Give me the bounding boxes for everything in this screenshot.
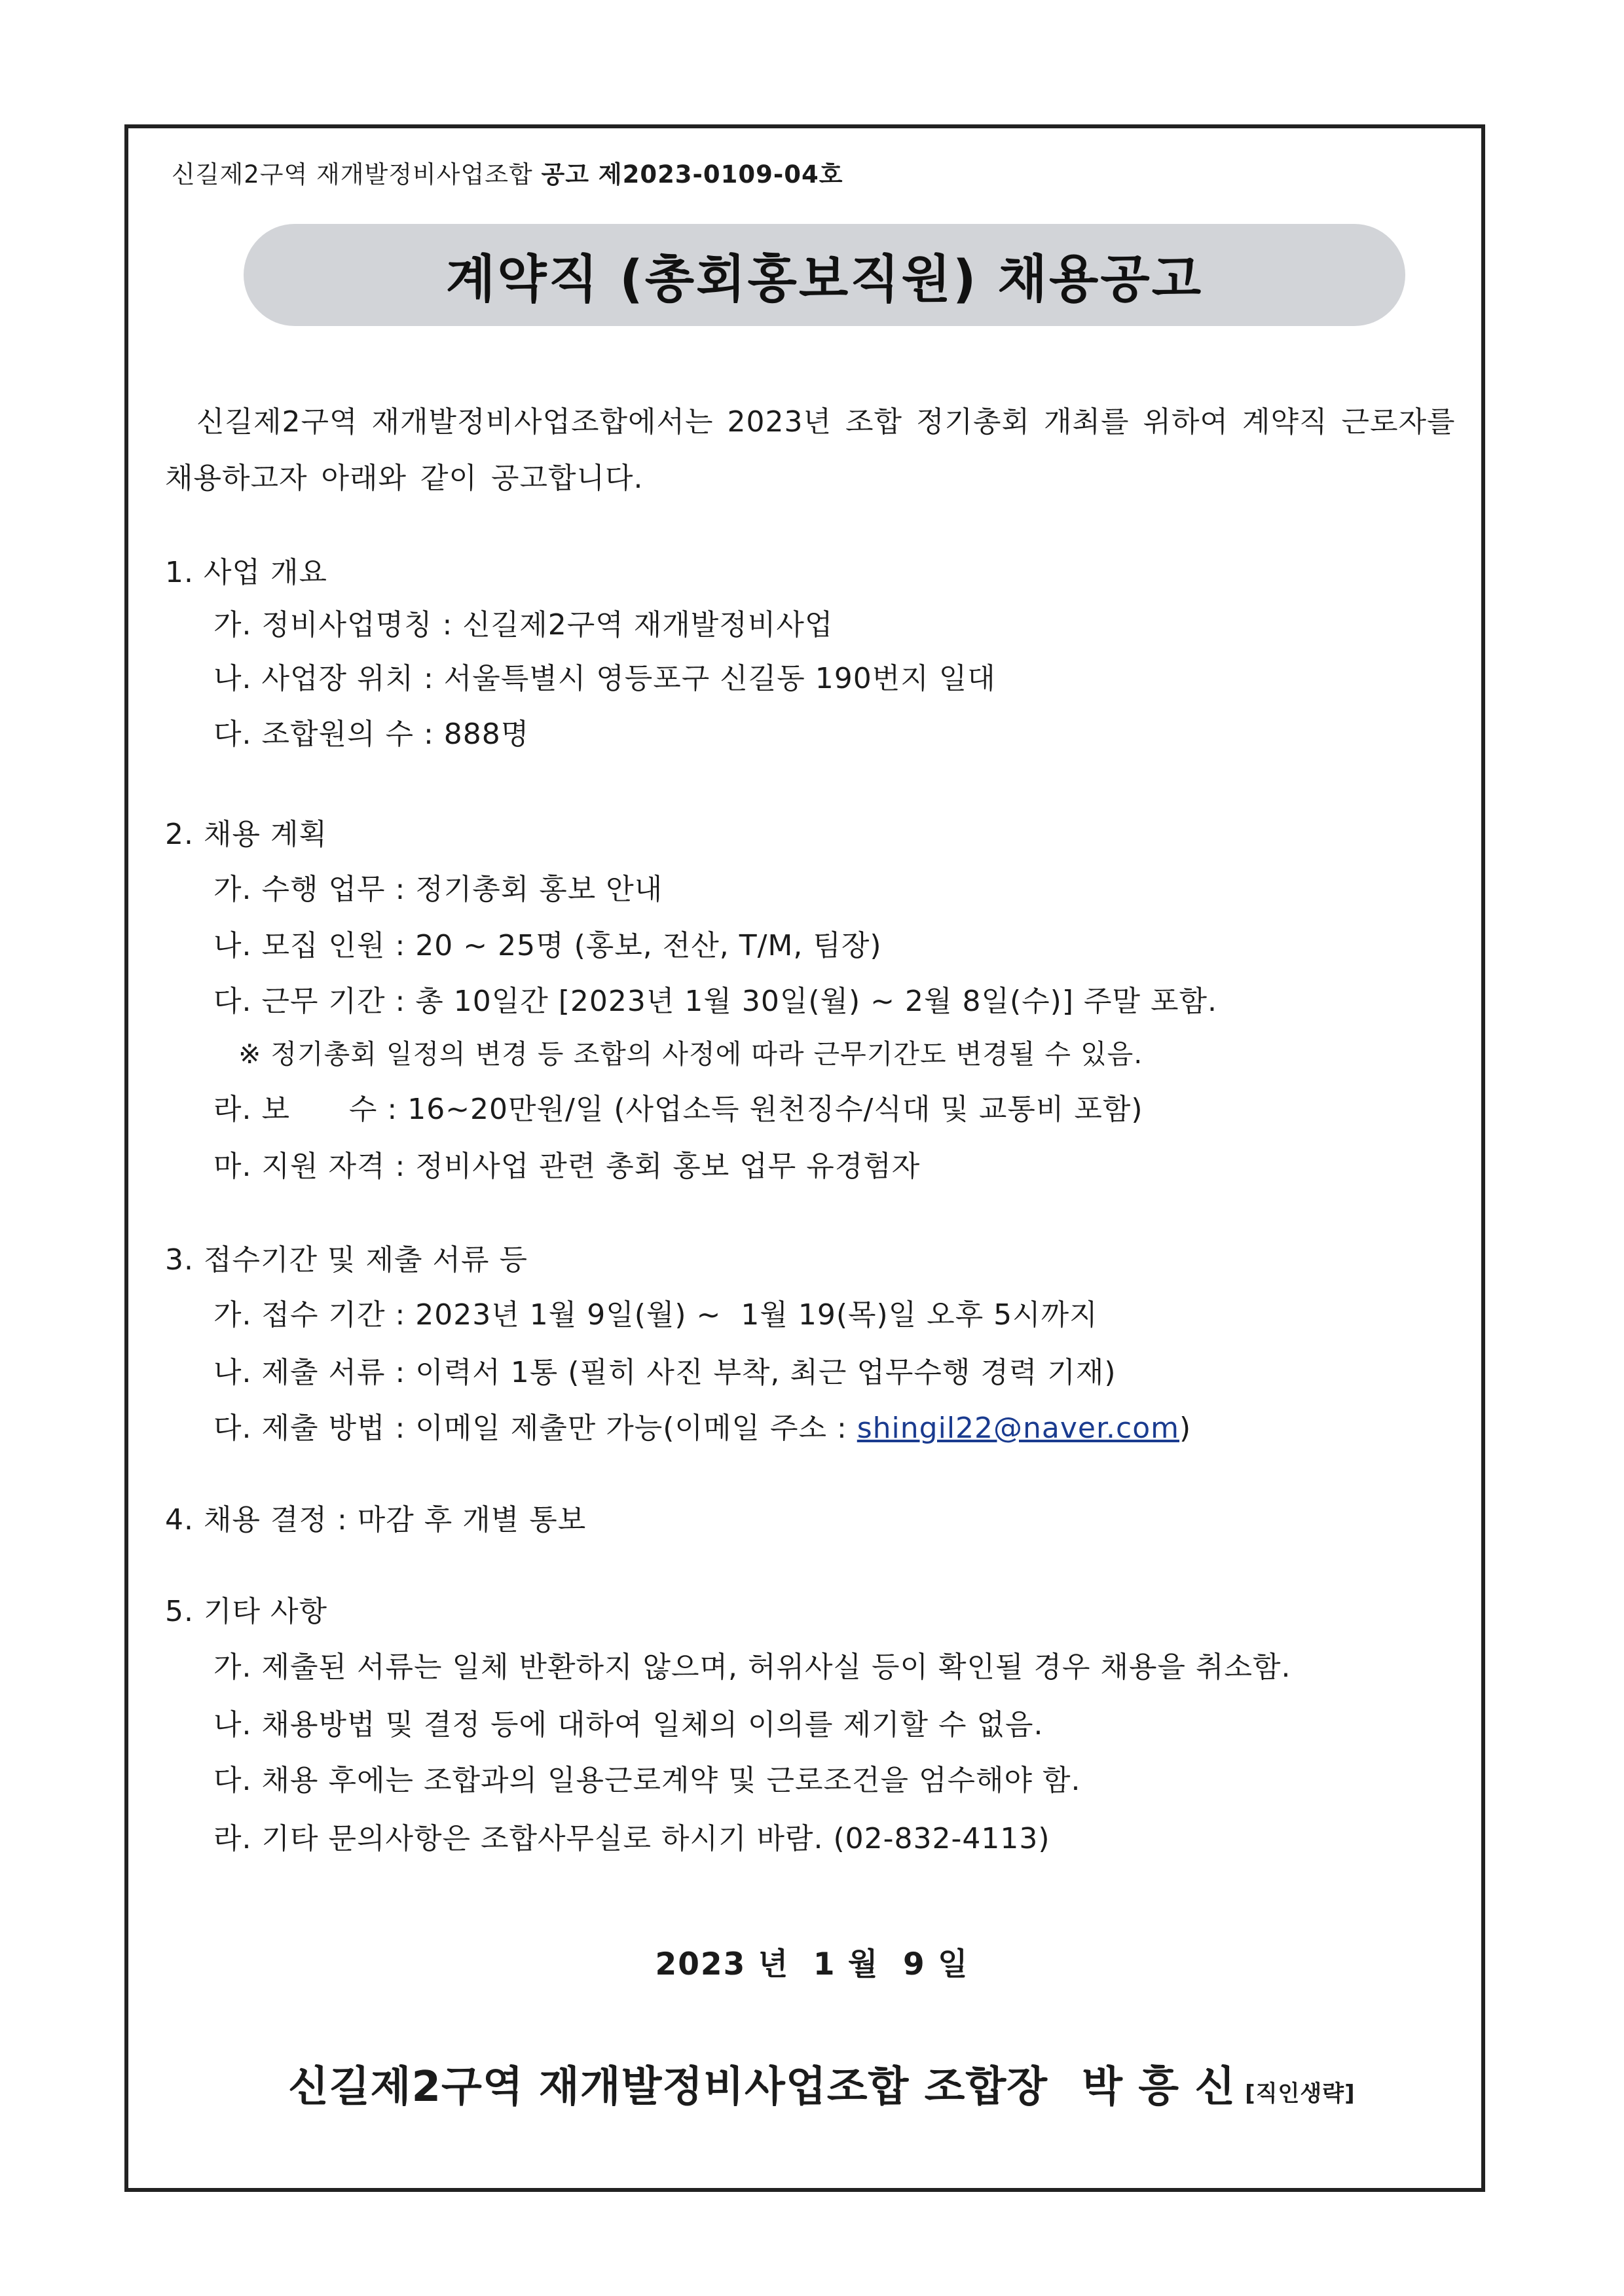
list-item: 다. 채용 후에는 조합과의 일용근로계약 및 근로조건을 엄수해야 함. <box>213 1764 1081 1797</box>
title-banner <box>244 224 1405 326</box>
list-item: 다. 근무 기간 : 총 10일간 [2023년 1월 30일(월) ~ 2월 8일(수)] 주말 포함. <box>213 985 1217 1018</box>
list-item: 나. 사업장 위치 : 서울특별시 영등포구 신길동 190번지 일대 <box>213 662 996 695</box>
list-item: 다. 조합원의 수 : 888명 <box>213 718 530 751</box>
notice-code: 공고 제2023-0109-04호 <box>541 160 843 189</box>
signature-name: 박 흥 신 <box>1082 2063 1236 2111</box>
list-item: 가. 수행 업무 : 정기총회 홍보 안내 <box>213 873 663 906</box>
section-heading-5: 5. 기타 사항 <box>165 1595 327 1628</box>
email-link[interactable]: shingil22@naver.com <box>857 1412 1180 1445</box>
section-heading-2: 2. 채용 계획 <box>165 818 327 851</box>
list-item: 나. 제출 서류 : 이력서 1통 (필히 사진 부착, 최근 업무수행 경력 기재) <box>213 1356 1116 1389</box>
intro-paragraph: 신길제2구역 재개발정비사업조합에서는 2023년 조합 정기총회 개최를 위하여 계약직 근로자를 채용하고자 아래와 같이 공고합니다. <box>165 405 1456 495</box>
list-item: 가. 정비사업명칭 : 신길제2구역 재개발정비사업 <box>213 608 834 642</box>
seal-omitted-note: [직인생략] <box>1245 2081 1356 2107</box>
method-text: 다. 제출 방법 : 이메일 제출만 가능(이메일 주소 : <box>213 1412 857 1445</box>
list-item: 나. 채용방법 및 결정 등에 대하여 일체의 이의를 제기할 수 없음. <box>213 1708 1044 1741</box>
section-heading-1: 1. 사업 개요 <box>165 556 327 589</box>
notice-number <box>172 155 843 190</box>
signature-org: 신길제2구역 재개발정비사업조합 조합장 <box>288 2063 1048 2111</box>
page-title: 계약직 (총회홍보직원) 채용공고 <box>445 250 1204 309</box>
notice-date: 2023 년 1 월 9 일 <box>655 1946 969 1982</box>
section-heading-3: 3. 접수기간 및 제출 서류 등 <box>165 1243 528 1277</box>
notice-org: 신길제2구역 재개발정비사업조합 <box>172 160 533 189</box>
schedule-note: ※ 정기총회 일정의 변경 등 조합의 사정에 따라 근무기간도 변경될 수 있음. <box>238 1038 1143 1070</box>
list-item: 나. 모집 인원 : 20 ~ 25명 (홍보, 전산, T/M, 팀장) <box>213 929 882 962</box>
method-suffix: ) <box>1179 1412 1192 1445</box>
list-item <box>213 1404 1191 1446</box>
list-item: 마. 지원 자격 : 정비사업 관련 총회 홍보 업무 유경험자 <box>213 1150 921 1183</box>
list-item: 라. 보 수 : 16~20만원/일 (사업소득 원천징수/식대 및 교통비 포함) <box>213 1093 1143 1126</box>
section-heading-4: 4. 채용 결정 : 마감 후 개별 통보 <box>165 1503 587 1537</box>
list-item: 가. 접수 기간 : 2023년 1월 9일(월) ~ 1월 19(목)일 오후 5시까지 <box>213 1298 1098 1332</box>
list-item: 가. 제출된 서류는 일체 반환하지 않으며, 허위사실 등이 확인될 경우 채용을 취소함. <box>213 1650 1291 1684</box>
signature-line <box>288 2053 1356 2113</box>
list-item: 라. 기타 문의사항은 조합사무실로 하시기 바람. (02-832-4113) <box>213 1822 1050 1855</box>
